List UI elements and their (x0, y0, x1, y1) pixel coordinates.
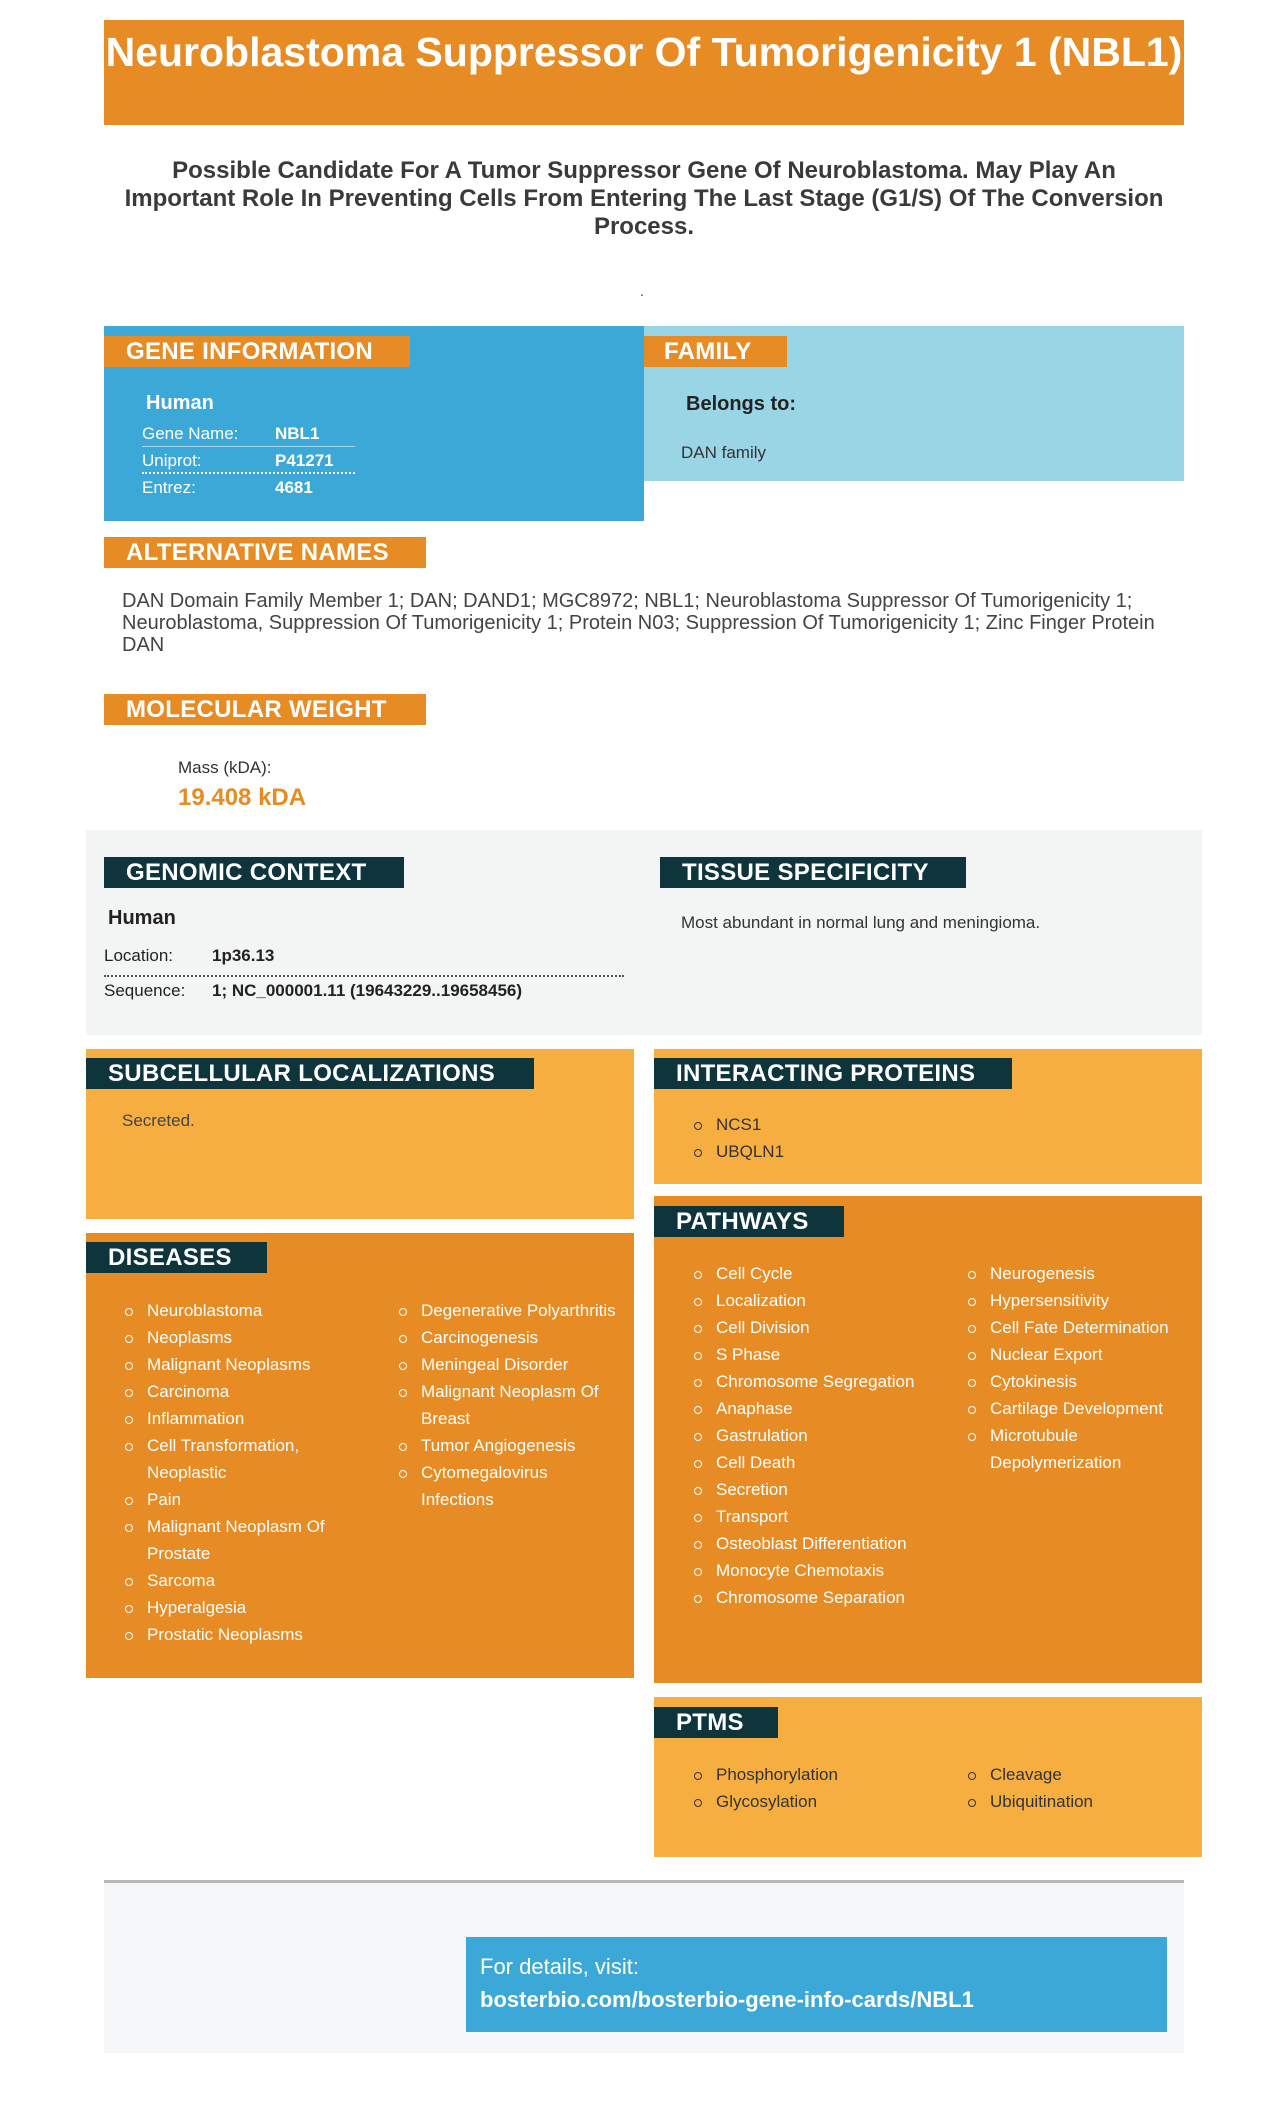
disease-item: Malignant Neoplasm Of Prostate (121, 1513, 361, 1567)
ptms-header: PTMS (654, 1707, 778, 1738)
sequence-label: Sequence: (104, 981, 186, 1000)
disease-item: Malignant Neoplasms (121, 1351, 361, 1378)
pathways-list-col2 (964, 1260, 1199, 1476)
gene-description: Possible Candidate For A Tumor Suppressor Gene Of Neuroblastoma. May Play An Important Role In Preventing Cells From Entering The Last Stage (G1/S) Of The Conversion Process. (124, 157, 1164, 240)
pathway-item: Cell Division (690, 1314, 940, 1341)
mass-value: 19.408 kDA (178, 784, 307, 811)
page-title: Neuroblastoma Suppressor Of Tumorigenicity 1 (NBL1) (104, 20, 1184, 125)
pathway-item: Nuclear Export (964, 1341, 1199, 1368)
pathway-item: Hypersensitivity (964, 1287, 1199, 1314)
disease-item: Prostatic Neoplasms (121, 1621, 361, 1648)
family-value: DAN family (681, 443, 767, 462)
pathways-list-col1 (690, 1260, 940, 1611)
pathway-item: Chromosome Separation (690, 1584, 940, 1611)
entrez-value: 4681 (275, 478, 313, 497)
pathway-item: Monocyte Chemotaxis (690, 1557, 940, 1584)
gene-information-header: GENE INFORMATION (104, 336, 410, 367)
interacting-proteins-list (690, 1111, 990, 1165)
pathway-item: Microtubule Depolymerization (964, 1422, 1199, 1476)
disease-item: Neoplasms (121, 1324, 361, 1351)
disease-item: Carcinoma (121, 1378, 361, 1405)
pathway-item: Gastrulation (690, 1422, 940, 1449)
disease-item: Meningeal Disorder (395, 1351, 625, 1378)
pathway-item: Neurogenesis (964, 1260, 1199, 1287)
interacting-protein-item: UBQLN1 (690, 1138, 990, 1165)
disease-item: Sarcoma (121, 1567, 361, 1594)
uniprot-value: P41271 (275, 451, 334, 470)
disease-item: Cell Transformation, Neoplastic (121, 1432, 361, 1486)
pathway-item: Transport (690, 1503, 940, 1530)
pathway-item: Chromosome Segregation (690, 1368, 940, 1395)
tissue-specificity-text: Most abundant in normal lung and meningioma. (681, 913, 1041, 932)
subcellular-text: Secreted. (122, 1111, 195, 1130)
disease-item: Inflammation (121, 1405, 361, 1432)
pathway-item: Cartilage Development (964, 1395, 1199, 1422)
ptm-item: Cleavage (964, 1761, 1184, 1788)
sequence-row (104, 981, 624, 1001)
pathway-item: Anaphase (690, 1395, 940, 1422)
gene-organism: Human (146, 392, 214, 414)
disease-item: Cytomegalovirus Infections (395, 1459, 625, 1513)
disease-item: Hyperalgesia (121, 1594, 361, 1621)
genomic-divider (104, 975, 624, 977)
location-label: Location: (104, 946, 173, 965)
interacting-protein-item: NCS1 (690, 1111, 990, 1138)
gene-info-table (142, 420, 355, 501)
pathway-item: Cell Fate Determination (964, 1314, 1199, 1341)
disease-item: Tumor Angiogenesis (395, 1432, 625, 1459)
ptm-item: Ubiquitination (964, 1788, 1184, 1815)
genomic-organism: Human (108, 907, 176, 929)
pathways-header: PATHWAYS (654, 1206, 844, 1237)
uniprot-row (142, 447, 355, 474)
ptms-list-col1 (690, 1761, 940, 1815)
gene-name-row (142, 420, 355, 447)
genomic-context-header: GENOMIC CONTEXT (104, 857, 404, 888)
details-url-link[interactable]: bosterbio.com/bosterbio-gene-info-cards/NBL1 (480, 1987, 974, 2012)
tissue-specificity-header: TISSUE SPECIFICITY (660, 857, 966, 888)
mass-label: Mass (kDA): (178, 758, 272, 777)
ptms-list-col2 (964, 1761, 1184, 1815)
pathway-item: Cell Cycle (690, 1260, 940, 1287)
sequence-value: 1; NC_000001.11 (19643229..19658456) (212, 981, 523, 1000)
entrez-label: Entrez: (142, 478, 196, 497)
subcellular-header: SUBCELLULAR LOCALIZATIONS (86, 1058, 534, 1089)
pathway-item: Localization (690, 1287, 940, 1314)
pathway-item: Cell Death (690, 1449, 940, 1476)
disease-item: Carcinogenesis (395, 1324, 625, 1351)
details-label: For details, visit: (480, 1954, 639, 1979)
disease-item: Neuroblastoma (121, 1297, 361, 1324)
description-dot: . (640, 283, 644, 299)
diseases-header: DISEASES (86, 1242, 267, 1273)
disease-item: Malignant Neoplasm Of Breast (395, 1378, 625, 1432)
disease-item: Degenerative Polyarthritis (395, 1297, 625, 1324)
alternative-names-text: DAN Domain Family Member 1; DAN; DAND1; MGC8972; NBL1; Neuroblastoma Suppressor Of Tumorigenicity 1; Neuroblastoma, Suppression Of Tumorigenicity 1; Protein N03; Suppression Of Tumorigenicity 1; Zinc Finger Protein DAN (122, 590, 1155, 656)
pathway-item: S Phase (690, 1341, 940, 1368)
pathway-item: Cytokinesis (964, 1368, 1199, 1395)
location-value: 1p36.13 (212, 946, 275, 965)
molecular-weight-header: MOLECULAR WEIGHT (104, 694, 426, 725)
entrez-row (142, 474, 355, 501)
pathway-item: Secretion (690, 1476, 940, 1503)
details-link-box[interactable] (466, 1937, 1167, 2032)
location-row (104, 946, 624, 966)
uniprot-label: Uniprot: (142, 451, 202, 470)
gene-name-label: Gene Name: (142, 424, 239, 443)
disease-item: Pain (121, 1486, 361, 1513)
pathway-item: Osteoblast Differentiation (690, 1530, 940, 1557)
diseases-list-col1 (121, 1297, 361, 1648)
gene-name-value: NBL1 (275, 424, 320, 443)
alternative-names-header: ALTERNATIVE NAMES (104, 537, 426, 568)
diseases-list-col2 (395, 1297, 625, 1513)
interacting-proteins-header: INTERACTING PROTEINS (654, 1058, 1012, 1089)
ptm-item: Glycosylation (690, 1788, 940, 1815)
belongs-label: Belongs to: (686, 393, 796, 415)
family-header: FAMILY (644, 336, 787, 367)
ptm-item: Phosphorylation (690, 1761, 940, 1788)
